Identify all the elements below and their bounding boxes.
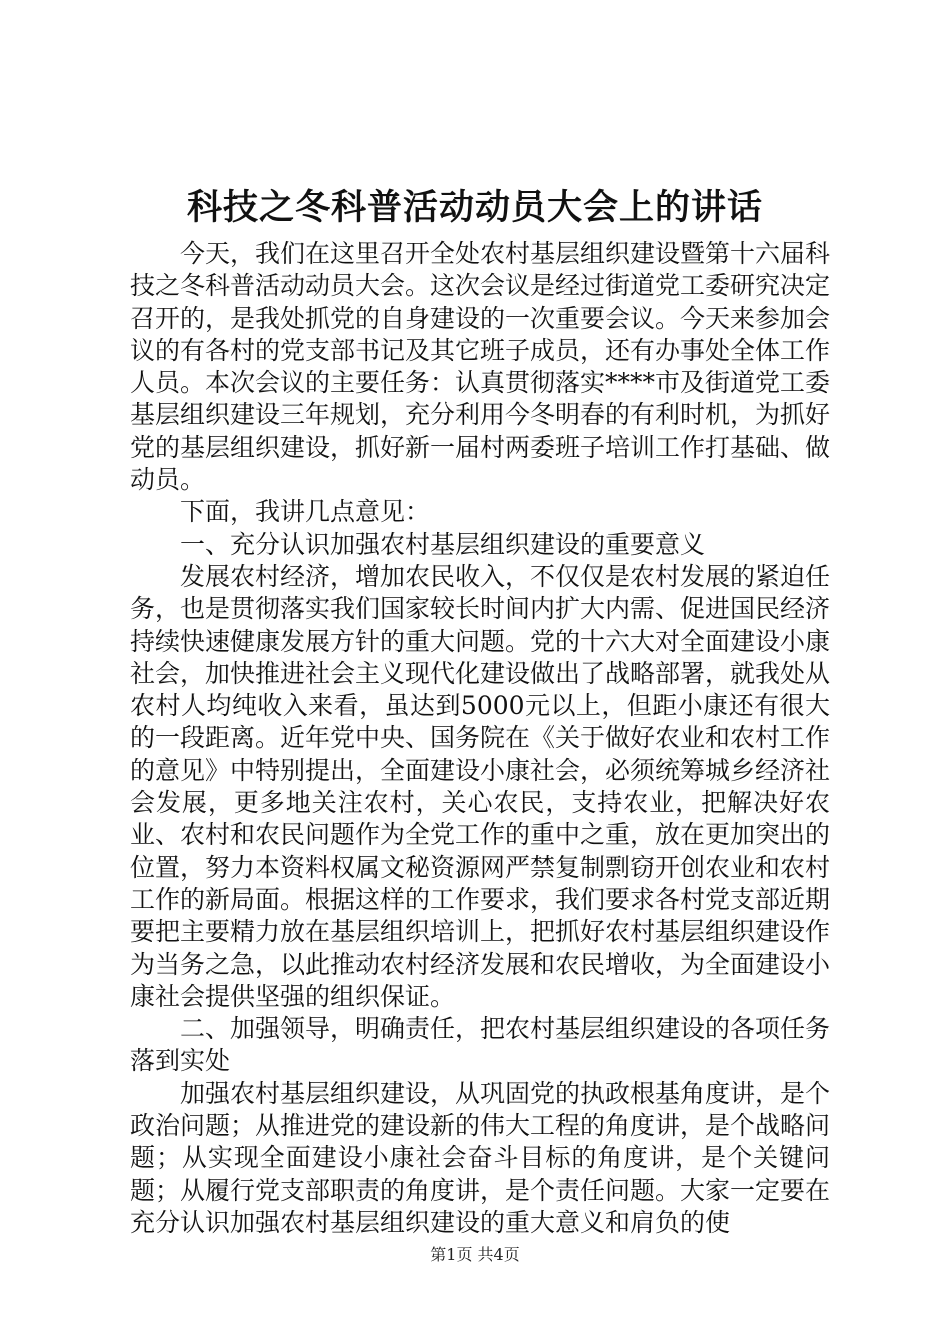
document-body (130, 238, 830, 1239)
document-title: 科技之冬科普活动动员大会上的讲话 (186, 188, 763, 228)
paragraph-section-1: 发展农村经济，增加农民收入，不仅仅是农村发展的紧迫任务，也是贯彻落实我们国家较长时间内扩大内需、促进国民经济持续快速健康发展方针的重大问题。党的十六大对全面建设小康社会，加快推进社会主义现代化建设做出了战略部署，就我处从农村人均纯收入来看，虽达到5000元以上，但距小康还有很大的一段距离。近年党中央、国务院在《关于做好农业和农村工作的意见》中特别提出，全面建设小康社会，必须统筹城乡经济社会发展，更多地关注农村，关心农民，支持农业，把解决好农业、农村和农民问题作为全党工作的重中之重，放在更加突出的位置，努力本资料权属文秘资源网严禁复制剽窃开创农业和农村工作的新局面。根据这样的工作要求，我们要求各村党支部近期要把主要精力放在基层组织培训上，把抓好农村基层组织建设作为当务之急，以此推动农村经济发展和农民增收，为全面建设小康社会提供坚强的组织保证。 (130, 561, 831, 1011)
paragraph-section-2: 加强农村基层组织建设，从巩固党的执政根基角度讲，是个政治问题；从推进党的建设新的伟大工程的角度讲，是个战略问题；从实现全面建设小康社会奋斗目标的角度讲，是个关键问题；从履行党支部职责的角度讲，是个责任问题。大家一定要在充分认识加强农村基层组织建设的重大意义和肩负的使 (130, 1078, 831, 1237)
page-number-footer: 第1页 共4页 (430, 1245, 520, 1264)
paragraph-opinions-lead: 下面，我讲几点意见： (180, 497, 431, 527)
section-heading-1: 一、充分认识加强农村基层组织建设的重要意义 (180, 529, 706, 559)
paragraph-intro: 今天，我们在这里召开全处农村基层组织建设暨第十六届科技之冬科普活动动员大会。这次会议是经过街道党工委研究决定召开的，是我处抓党的自身建设的一次重要会议。今天来参加会议的有各村的党支部书记及其它班子成员，还有办事处全体工作人员。本次会议的主要任务：认真贯彻落实****市及街道党工委基层组织建设三年规划，充分利用今冬明春的有利时机，为抓好党的基层组织建设，抓好新一届村两委班子培训工作打基础、做动员。 (130, 239, 831, 495)
section-heading-2: 二、加强领导，明确责任，把农村基层组织建设的各项任务落到实处 (130, 1014, 831, 1076)
